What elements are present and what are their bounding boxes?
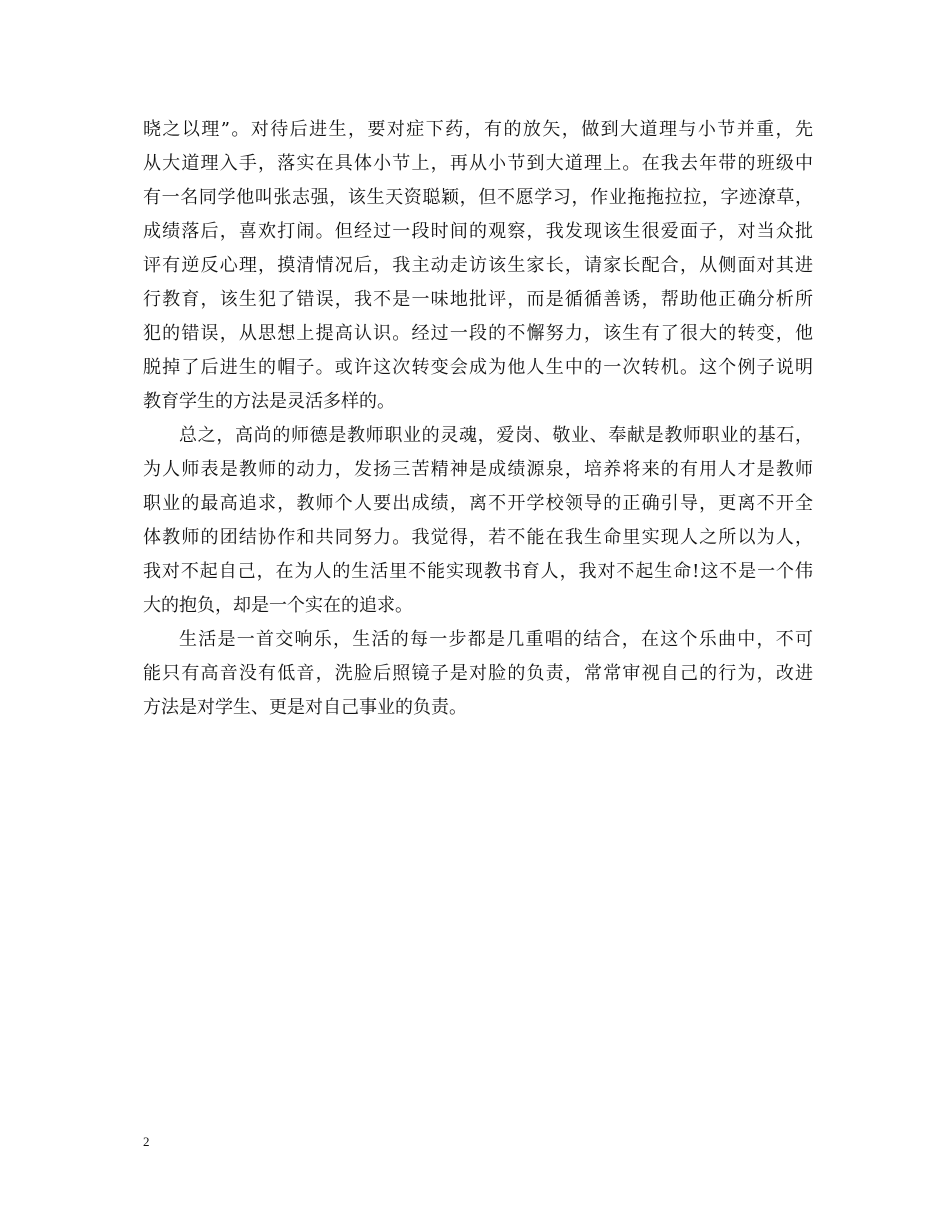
text-line: 评有逆反心理，摸清情况后，我主动走访该生家长，请家长配合，从侧面对其进 xyxy=(143,255,813,276)
text-line: 行教育，该生犯了错误，我不是一味地批评，而是循循善诱，帮助他正确分析所 xyxy=(143,289,813,310)
text-line: 大的抱负，却是一个实在的追求。 xyxy=(143,595,413,616)
text-line: 体教师的团结协作和共同努力。我觉得，若不能在我生命里实现人之所以为人， xyxy=(143,527,813,548)
text-line: 教育学生的方法是灵活多样的。 xyxy=(143,391,395,412)
text-line: 能只有高音没有低音，洗脸后照镜子是对脸的负责，常常审视自己的行为，改进 xyxy=(143,663,813,684)
text-line: 生活是一首交响乐，生活的每一步都是几重唱的结合，在这个乐曲中，不可 xyxy=(179,629,813,650)
paragraph-1 xyxy=(143,113,813,419)
body-text xyxy=(143,113,813,725)
page-number: 2 xyxy=(143,1134,150,1149)
text-line: 有一名同学他叫张志强，该生天资聪颖，但不愿学习，作业拖拖拉拉，字迹潦草， xyxy=(143,187,813,208)
text-line: 犯的错误，从思想上提高认识。经过一段的不懈努力，该生有了很大的转变，他 xyxy=(143,323,813,344)
text-line: 我对不起自己，在为人的生活里不能实现教书育人，我对不起生命!这不是一个伟 xyxy=(143,561,813,582)
text-line: 职业的最高追求，教师个人要出成绩，离不开学校领导的正确引导，更离不开全 xyxy=(143,493,813,514)
paragraph-3 xyxy=(143,623,813,725)
text-line: 方法是对学生、更是对自己事业的负责。 xyxy=(143,697,467,718)
text-line: 脱掉了后进生的帽子。或许这次转变会成为他人生中的一次转机。这个例子说明 xyxy=(143,357,813,378)
text-line: 总之，高尚的师德是教师职业的灵魂，爱岗、敬业、奉献是教师职业的基石， xyxy=(179,425,813,446)
text-line: 晓之以理”。对待后进生，要对症下药，有的放矢，做到大道理与小节并重，先 xyxy=(143,119,813,140)
paragraph-2 xyxy=(143,419,813,623)
text-line: 为人师表是教师的动力，发扬三苦精神是成绩源泉，培养将来的有用人才是教师 xyxy=(143,459,813,480)
text-line: 从大道理入手，落实在具体小节上，再从小节到大道理上。在我去年带的班级中 xyxy=(143,153,813,174)
text-line: 成绩落后，喜欢打闹。但经过一段时间的观察，我发现该生很爱面子，对当众批 xyxy=(143,221,813,242)
